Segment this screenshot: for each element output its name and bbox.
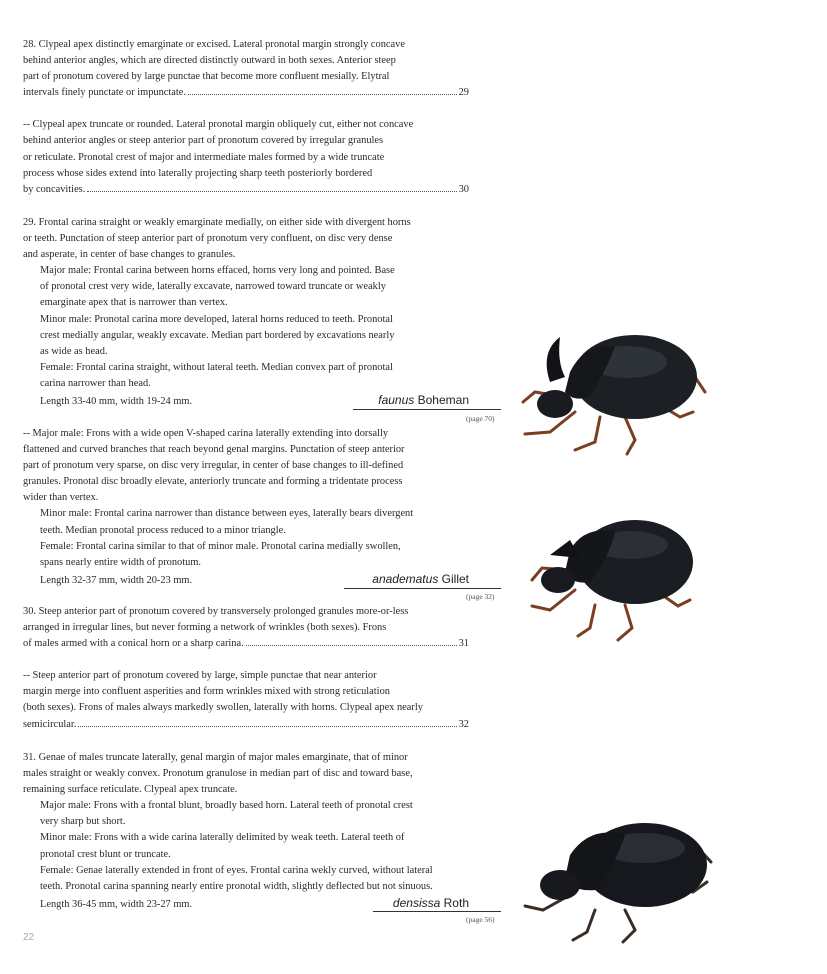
- couplet-31a-line: 31. Genae of males truncate laterally, genal margin of major males emarginate, that of minor: [23, 752, 408, 763]
- couplet-30a-ref: 31: [458, 638, 469, 650]
- size-measurement: Length 32-37 mm, width 20-23 mm.: [40, 574, 193, 586]
- species-name: [378, 392, 469, 408]
- detail-line: of pronotal crest very wide, laterally excavate, narrowed toward truncate or weakly: [40, 281, 386, 293]
- detail-line: teeth. Pronotal carina spanning nearly entire pronotal width, slightly deflected but not sinuous.: [40, 880, 433, 892]
- species-author: Boheman: [417, 393, 469, 408]
- couplet-28a-last: intervals finely punctate or impunctate.: [23, 87, 187, 99]
- couplet-29b-line: -- Major male: Frons with a wide open V-shaped carina laterally extending into dorsally: [23, 428, 389, 439]
- couplet-29a-line: and asperate, in center of base changes to granules.: [23, 249, 236, 261]
- beetle-photo-faunus: [515, 322, 710, 457]
- page-number: 22: [23, 932, 35, 943]
- detail-line: Minor male: Pronotal carina more developed, lateral horns reduced to teeth. Pronotal: [40, 313, 393, 325]
- dot-leader: [188, 93, 457, 95]
- dot-leader: [87, 190, 456, 192]
- page-reference: (page 56): [466, 915, 495, 924]
- couplet-29a: [23, 215, 469, 410]
- couplet-29b-line: wider than vertex.: [23, 492, 99, 504]
- page-reference: (page 70): [466, 414, 495, 423]
- couplet-31a-details: [23, 798, 469, 913]
- detail-line: very sharp but short.: [40, 816, 126, 828]
- size-measurement: Length 36-45 mm, width 23-27 mm.: [40, 898, 193, 910]
- couplet-29b-line: part of pronotum very sparse, on disc very irregular, in center of base changes to ill-defined: [23, 460, 404, 472]
- detail-line: crest medially angular, weakly excavate. Median part bordered by excavations nearly: [40, 329, 395, 341]
- couplet-29b-line: flattened and curved branches that reach beyond genal margins. Punctation of steep anterior: [23, 444, 405, 456]
- detail-line: emarginate apex that is narrower than vertex.: [40, 297, 228, 309]
- species-epithet: densissa: [392, 895, 441, 910]
- couplet-30a-lead: [23, 636, 469, 652]
- species-author: Gillet: [441, 571, 469, 586]
- species-underline: [373, 911, 501, 912]
- detail-line: carina narrower than head.: [40, 377, 151, 389]
- species-epithet: faunus: [378, 393, 415, 408]
- couplet-29a-result: [40, 392, 469, 410]
- couplet-29a-details: [23, 263, 469, 410]
- dot-leader: [246, 644, 457, 646]
- couplet-31a-line: remaining surface reticulate. Clypeal apex truncate.: [23, 784, 238, 796]
- detail-line: as wide as head.: [40, 345, 108, 357]
- detail-line: Female: Genae laterally extended in front of eyes. Frontal carina wekly curved, without lateral: [40, 864, 433, 876]
- species-underline: [353, 409, 501, 410]
- detail-line: pronotal crest blunt or truncate.: [40, 848, 171, 860]
- couplet-28a-line: 28. Clypeal apex distinctly emarginate or excised. Lateral pronotal margin strongly concave: [23, 39, 405, 50]
- dot-leader: [78, 725, 456, 727]
- couplet-28b-line: behind anterior angles or steep anterior part of pronotum covered by irregular granules: [23, 135, 384, 147]
- beetle-photo-anadematus: [520, 510, 700, 645]
- couplet-28a-line: behind anterior angles, which are directed distinctly outward in both sexes. Anterior steep: [23, 55, 396, 67]
- beetle-photo-densissa: [515, 810, 715, 945]
- page-reference: (page 32): [466, 592, 495, 601]
- couplet-28b-lead: [23, 182, 469, 198]
- detail-line: Female: Frontal carina similar to that of minor male. Pronotal carina medially swollen,: [40, 540, 401, 552]
- species-name: [393, 895, 469, 911]
- couplet-28b-last: by concavities.: [23, 183, 86, 195]
- couplet-31a-line: males straight or weakly convex. Pronotum granulose in median part of disc and toward base,: [23, 768, 413, 780]
- couplet-31: [23, 750, 469, 913]
- detail-line: teeth. Median pronotal process reduced to a minor triangle.: [40, 524, 286, 536]
- couplet-29a-line: or teeth. Punctation of steep anterior part of pronotum very confluent, on disc very dense: [23, 233, 393, 245]
- detail-line: Major male: Frons with a frontal blunt, broadly based horn. Lateral teeth of pronotal crest: [40, 800, 413, 812]
- couplet-30b-lead: [23, 717, 469, 733]
- detail-line: Major male: Frontal carina between horns effaced, horns very long and pointed. Base: [40, 265, 395, 277]
- couplet-30b-last: semicircular.: [23, 718, 77, 730]
- couplet-29b-result: [40, 571, 469, 589]
- detail-line: Female: Frontal carina straight, without lateral teeth. Median convex part of pronotal: [40, 361, 393, 373]
- couplet-28: [23, 37, 469, 198]
- species-author: Roth: [443, 895, 469, 910]
- couplet-30: [23, 604, 469, 733]
- couplet-28a-line: part of pronotum covered by large punctae that become more confluent mesially. Elytral: [23, 71, 390, 83]
- couplet-29a-line: 29. Frontal carina straight or weakly emarginate medially, on either side with divergent horns: [23, 217, 411, 228]
- detail-line: spans nearly entire width of pronotum.: [40, 556, 202, 568]
- species-name: [372, 571, 469, 587]
- couplet-28b-ref: 30: [458, 183, 469, 195]
- couplet-30b-line: (both sexes). Frons of males always markedly swollen, laterally with horns. Clypeal apex nearly: [23, 702, 423, 714]
- detail-line: Minor male: Frontal carina narrower than distance between eyes, laterally bears divergent: [40, 508, 414, 520]
- couplet-30b-line: -- Steep anterior part of pronotum covered by large, simple punctae that near anterior: [23, 670, 377, 682]
- couplet-28b-line: process whose sides extend into laterally projecting sharp teeth posteriorly bordered: [23, 167, 373, 179]
- couplet-29b-details: [23, 506, 469, 588]
- size-measurement: Length 33-40 mm, width 19-24 mm.: [40, 396, 193, 408]
- couplet-28a-ref: 29: [458, 87, 469, 99]
- couplet-30a-last: of males armed with a conical horn or a sharp carina.: [23, 638, 244, 650]
- detail-line: Minor male: Frons with a wide carina laterally delimited by weak teeth. Lateral teeth of: [40, 832, 405, 844]
- couplet-28a-lead: [23, 85, 469, 101]
- couplet-28b-line: or reticulate. Pronotal crest of major and intermediate males formed by a wide truncate: [23, 151, 385, 163]
- couplet-29b-line: granules. Pronotal disc broadly elevate, anteriorly truncate and forming a tridentate process: [23, 476, 403, 488]
- couplet-30b-ref: 32: [458, 718, 469, 730]
- species-underline: [344, 588, 501, 589]
- couplet-30b-line: margin merge into confluent asperities and form wrinkles mixed with strong reticulation: [23, 686, 390, 698]
- couplet-30a-line: 30. Steep anterior part of pronotum covered by transversely prolonged granules more-or-less: [23, 606, 409, 617]
- couplet-29b: [23, 426, 469, 589]
- species-epithet: anadematus: [372, 571, 439, 586]
- couplet-28b-line: -- Clypeal apex truncate or rounded. Lateral pronotal margin obliquely cut, either not concave: [23, 119, 414, 131]
- couplet-30a-line: arranged in irregular lines, but never forming a network of wrinkles (both sexes). Frons: [23, 622, 387, 634]
